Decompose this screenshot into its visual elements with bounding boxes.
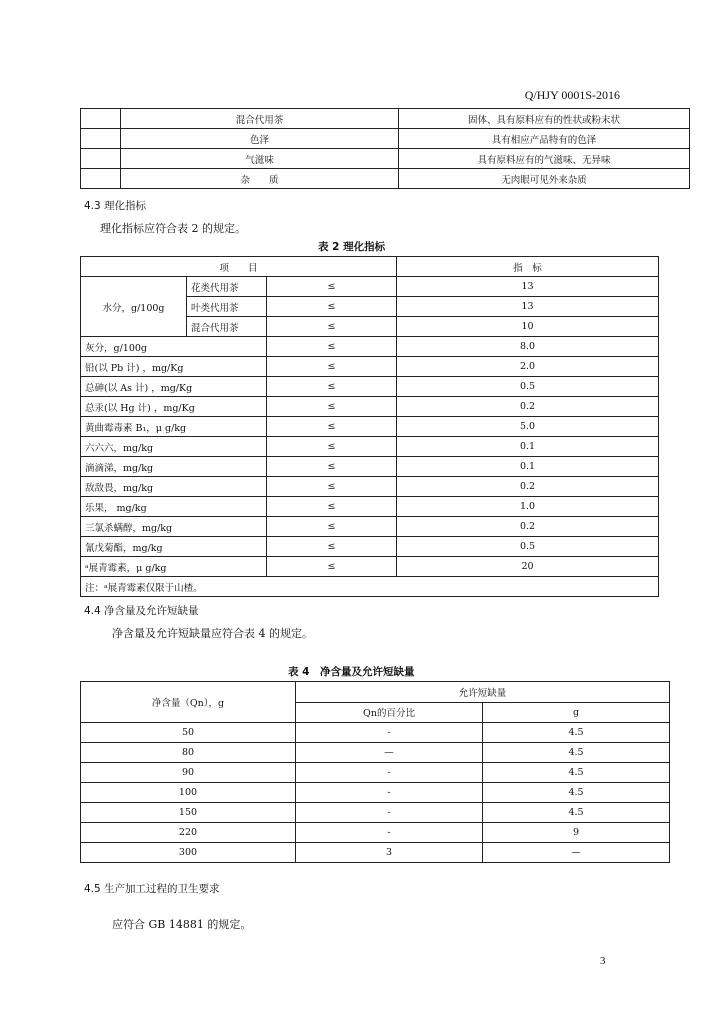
operator: ≤ — [267, 437, 397, 457]
index-value: 0.2 — [397, 477, 659, 497]
operator: ≤ — [267, 377, 397, 397]
operator: ≤ — [267, 337, 397, 357]
item-name: 滴滴涕，mg/kg — [81, 457, 267, 477]
grams-value: 4.5 — [483, 783, 670, 803]
index-value: 20 — [397, 557, 659, 577]
table-row — [81, 497, 659, 517]
net-content-value: 100 — [81, 783, 296, 803]
index-value: 5.0 — [397, 417, 659, 437]
operator: ≤ — [267, 497, 397, 517]
section-4-4-text: 净含量及允许短缺量应符合表 4 的规定。 — [112, 627, 313, 640]
table-row — [81, 763, 670, 783]
percent-value: - — [296, 763, 483, 783]
net-content-value: 150 — [81, 803, 296, 823]
percent-value: - — [296, 823, 483, 843]
item-name: 乐果， mg/kg — [81, 497, 267, 517]
table-row — [81, 397, 659, 417]
net-content-value: 300 — [81, 843, 296, 863]
index-value: 10 — [397, 317, 659, 337]
net-content-value: 220 — [81, 823, 296, 843]
index-value: 0.1 — [397, 437, 659, 457]
header-allowance: 允许短缺量 — [296, 682, 670, 703]
table4-caption: 表 4 净含量及允许短缺量 — [288, 666, 415, 678]
table-row — [81, 517, 659, 537]
sensory-item: 色泽 — [121, 129, 399, 149]
sensory-item: 杂 质 — [121, 169, 399, 189]
item-name: 总汞(以 Hg 计) ，mg/Kg — [81, 397, 267, 417]
percent-value: 3 — [296, 843, 483, 863]
sensory-requirement: 具有原料应有的气滋味、无异味 — [399, 149, 690, 169]
index-value: 1.0 — [397, 497, 659, 517]
operator: ≤ — [267, 297, 397, 317]
section-4-5-text: 应符合 GB 14881 的规定。 — [112, 918, 252, 931]
table-header-row — [81, 682, 670, 703]
operator: ≤ — [267, 557, 397, 577]
table-note: 注：ᵃ展青霉素仅限于山楂。 — [81, 577, 659, 597]
table-row — [81, 129, 690, 149]
net-content-value: 50 — [81, 723, 296, 743]
sensory-requirement: 固体、具有原料应有的性状或粉末状 — [399, 109, 690, 129]
index-value: 0.5 — [397, 537, 659, 557]
grams-value: — — [483, 843, 670, 863]
header-net-content: 净含量（Qn），g — [81, 682, 296, 723]
index-value: 0.2 — [397, 517, 659, 537]
table-row — [81, 457, 659, 477]
table-row — [81, 557, 659, 577]
item-name: 三氯杀螨醇，mg/kg — [81, 517, 267, 537]
table-row — [81, 537, 659, 557]
percent-value: — — [296, 743, 483, 763]
index-value: 0.2 — [397, 397, 659, 417]
blank-cell — [81, 169, 121, 189]
sensory-requirement: 具有相应产品特有的色泽 — [399, 129, 690, 149]
table-row — [81, 843, 670, 863]
blank-cell — [81, 129, 121, 149]
blank-cell — [81, 149, 121, 169]
physicochemical-table-body — [81, 257, 659, 597]
table-row — [81, 149, 690, 169]
item-name: 灰分，g/100g — [81, 337, 267, 357]
section-4-5-title: 4.5 生产加工过程的卫生要求 — [84, 883, 220, 895]
percent-value: - — [296, 803, 483, 823]
item-name: 敌敌畏，mg/kg — [81, 477, 267, 497]
operator: ≤ — [267, 457, 397, 477]
percent-value: - — [296, 783, 483, 803]
net-content-table — [80, 681, 670, 863]
grams-value: 4.5 — [483, 723, 670, 743]
operator: ≤ — [267, 537, 397, 557]
item-name: 铅(以 Pb 计) ，mg/Kg — [81, 357, 267, 377]
index-value: 13 — [397, 297, 659, 317]
index-value: 2.0 — [397, 357, 659, 377]
table-row — [81, 417, 659, 437]
header-percent: Qn的百分比 — [296, 702, 483, 723]
net-content-value: 80 — [81, 743, 296, 763]
table-row — [81, 337, 659, 357]
blank-cell — [81, 109, 121, 129]
table-row — [81, 357, 659, 377]
item-name: 六六六，mg/kg — [81, 437, 267, 457]
table-row — [81, 169, 690, 189]
item-name: 氰戊菊酯，mg/kg — [81, 537, 267, 557]
sensory-table-body — [81, 109, 690, 189]
table-row — [81, 783, 670, 803]
water-subtype: 混合代用茶 — [187, 317, 267, 337]
sensory-item: 混合代用茶 — [121, 109, 399, 129]
table-row — [81, 277, 659, 297]
header-grams: g — [483, 702, 670, 723]
index-value: 13 — [397, 277, 659, 297]
water-subtype: 花类代用茶 — [187, 277, 267, 297]
item-name: 黄曲霉毒素 B₁，μ g/kg — [81, 417, 267, 437]
percent-value: - — [296, 723, 483, 743]
operator: ≤ — [267, 357, 397, 377]
index-value: 0.1 — [397, 457, 659, 477]
table-row — [81, 437, 659, 457]
page-number: 3 — [600, 955, 606, 967]
table2-caption: 表 2 理化指标 — [318, 241, 386, 253]
sensory-item: 气滋味 — [121, 149, 399, 169]
table-row — [81, 803, 670, 823]
table-note-row — [81, 577, 659, 597]
item-name: ᵃ展青霉素，μ g/kg — [81, 557, 267, 577]
item-name: 总砷(以 As 计) ，mg/Kg — [81, 377, 267, 397]
operator: ≤ — [267, 477, 397, 497]
operator: ≤ — [267, 317, 397, 337]
sensory-requirement: 无肉眼可见外来杂质 — [399, 169, 690, 189]
grams-value: 4.5 — [483, 803, 670, 823]
operator: ≤ — [267, 417, 397, 437]
header-index: 指 标 — [397, 257, 659, 277]
index-value: 8.0 — [397, 337, 659, 357]
grams-value: 9 — [483, 823, 670, 843]
index-value: 0.5 — [397, 377, 659, 397]
physicochemical-table — [80, 256, 659, 597]
section-4-3-title: 4.3 理化指标 — [84, 200, 147, 212]
table-row — [81, 477, 659, 497]
operator: ≤ — [267, 517, 397, 537]
operator: ≤ — [267, 277, 397, 297]
table-row — [81, 743, 670, 763]
water-subtype: 叶类代用茶 — [187, 297, 267, 317]
section-4-4-title: 4.4 净含量及允许短缺量 — [84, 605, 199, 617]
table-row — [81, 823, 670, 843]
net-content-table-body — [81, 682, 670, 863]
table-row — [81, 723, 670, 743]
grams-value: 4.5 — [483, 763, 670, 783]
section-4-3-text: 理化指标应符合表 2 的规定。 — [100, 222, 246, 235]
operator: ≤ — [267, 397, 397, 417]
net-content-value: 90 — [81, 763, 296, 783]
document-code: Q/HJY 0001S-2016 — [524, 88, 620, 102]
table-header-row — [81, 257, 659, 277]
water-label: 水分，g/100g — [81, 277, 187, 337]
grams-value: 4.5 — [483, 743, 670, 763]
table-row — [81, 377, 659, 397]
table-row — [81, 109, 690, 129]
sensory-table — [80, 108, 690, 189]
header-item: 项 目 — [81, 257, 397, 277]
